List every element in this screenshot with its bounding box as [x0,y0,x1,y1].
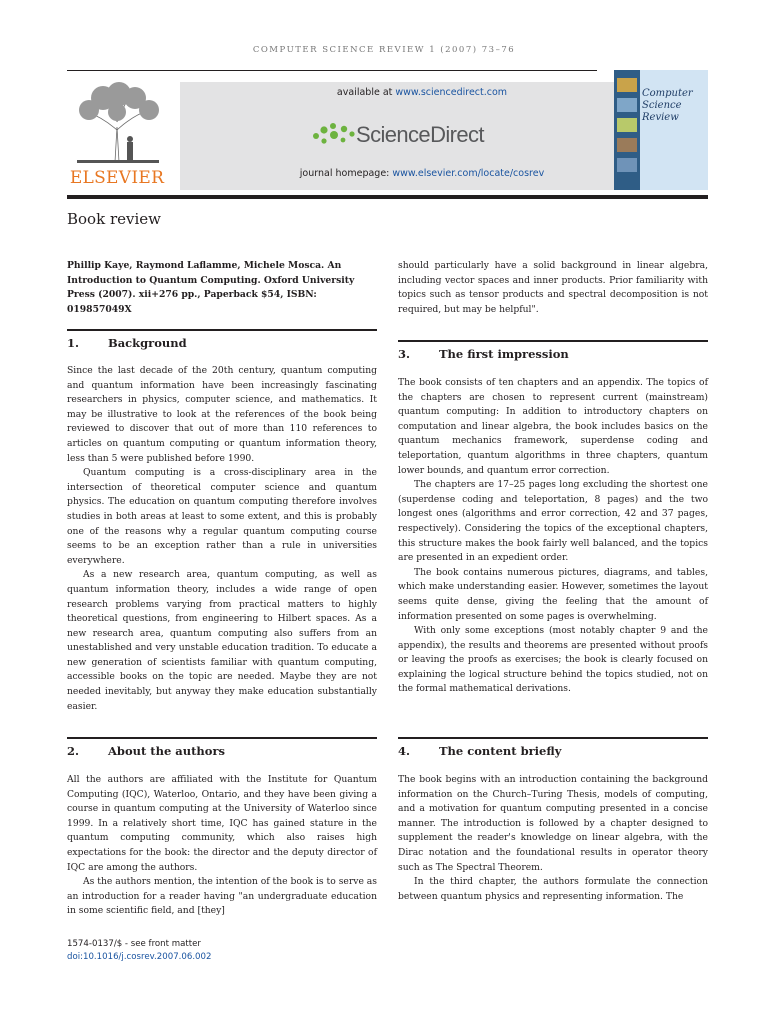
homepage-prefix: journal homepage: [299,168,393,179]
journal-homepage-line [180,168,664,179]
available-at-line [180,87,664,98]
section-body-authors [67,773,377,919]
doi-link[interactable]: doi:10.1016/j.cosrev.2007.06.002 [67,952,212,962]
paragraph: With only some exceptions (most notably chapter 9 and the appendix), the results and theorems are presented without proofs or leaving the proofs as exercises; the book is clearly focused on explaining the logical structure behind the topics studied, not on the formal mathematical derivations. [398,625,708,695]
cover-pattern-icon [614,70,640,190]
paragraph: Since the last decade of the 20th century, quantum computing and quantum information have been increasingly fascinating researchers in physics, computer science, and mathematics. It may be illustrative to look at the references of the book being reviewed to discover that out of more than 110 references to articles on quantum computing or quantum information theory, less than 5 were published before 1990. [67,365,377,464]
elsevier-tree-icon [67,82,167,166]
book-citation: Phillip Kaye, Raymond Laflamme, Michele Mosca. An Introduction to Quantum Computing. Oxford University Press (2007). xii+276 pp., Paperback $54, ISBN: 019857049X [67,260,355,315]
paragraph: The book consists of ten chapters and an appendix. The topics of the chapters are chosen to represent current (mainstream) quantum computing: In addition to introductory chapters on computation and linear algebra, the book includes basics on the quantum mechanics framework, superdense coding and teleportation, quantum algorithms in three chapters, quantum lower bounds, and quantum error correction. [398,377,708,476]
journal-homepage-link[interactable]: www.elsevier.com/locate/cosrev [392,168,545,179]
section-body-content [398,773,708,904]
sciencedirect-wordmark: ScienceDirect [356,122,484,147]
sciencedirect-link[interactable]: www.sciencedirect.com [395,87,508,98]
paragraph: Quantum computing is a cross-disciplinary area in the intersection of theoretical computer science and quantum physics. The education on quantum computing therefore involves studies in both areas at least to some extent, and this is probably one of the reasons why a regular quantum computing course seems to be an exception rather than a rule in universities everywhere. [67,467,377,566]
section-title: The first impression [439,347,569,361]
section-number: 1. [67,336,80,350]
section-title: The content briefly [439,744,562,758]
section-number: 3. [398,347,411,361]
journal-cover-title [642,88,693,124]
paragraph: The book begins with an introduction containing the background information on the Church–Turing Thesis, models of computing, and a motivation for quantum computing presented in a concise manner. The introduction is followed by a chapter designed to supplement the reader's knowledge on linear algebra, with the Dirac notation and the foundational results in operator theory such as The Spectral Theorem. [398,774,708,873]
continued-paragraph: should particularly have a solid background in linear algebra, including vector spaces and inner products. Prior familiarity with topics such as tensor products and spectral decomposition is not required, but may be helpful". [398,260,708,315]
elsevier-logo [67,82,177,190]
section-heading-background [67,329,377,357]
paragraph: As a new research area, quantum computing, as well as quantum information theory, includes a wide range of open research problems varying from practical matters to highly theoretical questions, from engineering to Hilbert spaces. As a new research area, quantum computing also suffers from an unestablished and very unstable education tradition. To educate a new generation of scientists familiar with quantum computing, accessible books on the topic are needed. Maybe they are not needed inevitably, but anyway they make education substantially easier. [67,569,377,712]
section-title: About the authors [108,744,225,758]
journal-cover [614,70,708,190]
section-number: 4. [398,744,411,758]
paragraph: All the authors are affiliated with the Institute for Quantum Computing (IQC), Waterloo, Ontario, and they have been giving a course in quantum computing at the University of Waterloo since 1999. In a relatively short time, IQC has gained stature in the quantum computing community, which also raises high expectations for the book: the director and the deputy director of IQC are among the authors. [67,774,377,873]
page-footer [67,938,211,964]
cover-strip [614,70,640,190]
article-type: Book review [67,210,161,228]
available-prefix: available at [336,87,396,98]
title-rule [67,195,708,199]
elsevier-wordmark: ELSEVIER [69,168,165,188]
paragraph: In the third chapter, the authors formulate the connection between quantum physics and representing information. The [398,876,708,902]
section-heading-authors [67,737,377,765]
section-number: 2. [67,744,80,758]
header-rule [67,70,597,71]
paragraph: As the authors mention, the intention of the book is to serve as an introduction for a reader having "an undergraduate education in some scientific field, and [they] [67,876,377,917]
left-column [67,259,377,917]
sciencedirect-logo [310,120,540,152]
right-column [398,259,708,902]
section-body-background [67,364,377,714]
section-heading-first-impression [398,340,708,368]
cover-title-line-2: Science [642,100,682,111]
cover-title-line-1: Computer [642,88,693,99]
cover-title-line-3: Review [642,112,679,123]
sciencedirect-panel [180,82,664,190]
header-band [67,82,607,190]
running-head: COMPUTER SCIENCE REVIEW 1 (2007) 73–76 [252,45,516,55]
section-heading-content [398,737,708,765]
section-body-first-impression [398,376,708,697]
section-title: Background [108,336,187,350]
paragraph: The book contains numerous pictures, diagrams, and tables, which make understanding easier. However, sometimes the layout seems quite dense, giving the feeling that the amount of information presented on some pages is overwhelming. [398,566,708,622]
sciencedirect-leaf-icon [310,120,356,148]
paragraph: The chapters are 17–25 pages long excluding the shortest one (superdense coding and teleportation, 8 pages) and the two longest ones (algorithms and error correction, 42 and 37 pages, respectively). Considering the topics of the exceptional chapters, this structure makes the book fairly well balanced, and the topics are presented in an expedient order. [398,479,708,564]
issn-line: 1574-0137/$ - see front matter [67,939,201,949]
